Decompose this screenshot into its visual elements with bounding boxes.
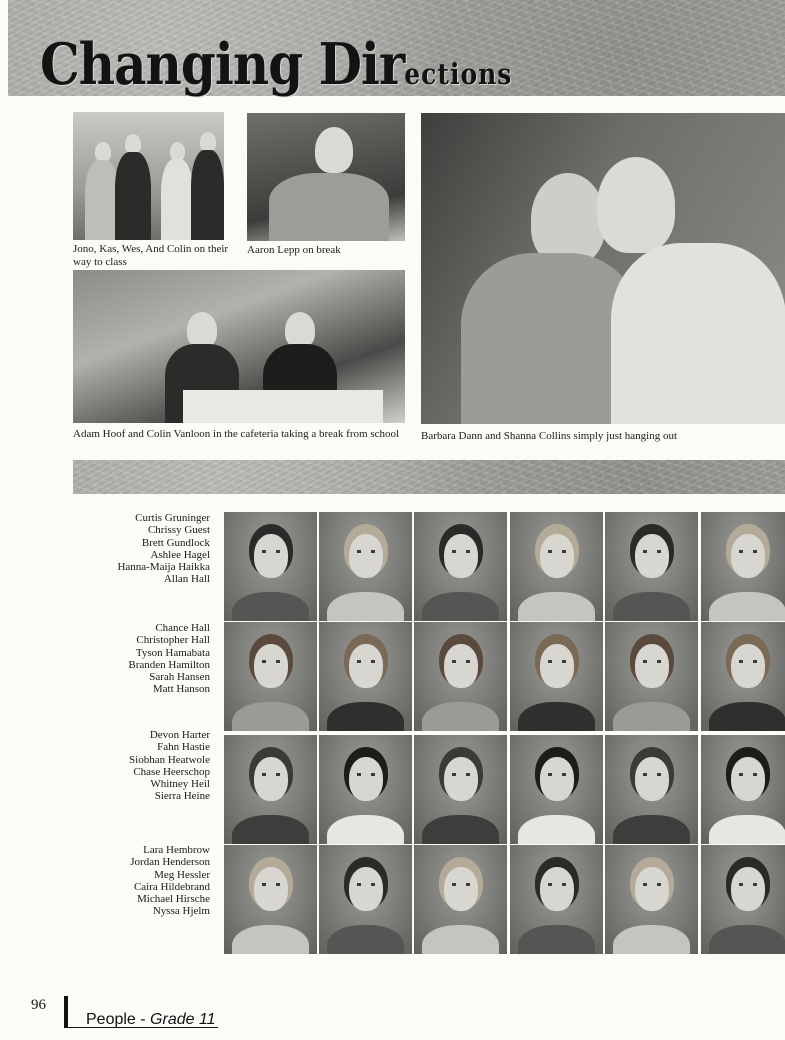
header-banner <box>8 0 785 96</box>
student-portrait <box>701 845 785 954</box>
student-name: Nyssa Hjelm <box>152 905 210 918</box>
student-portrait <box>605 512 698 621</box>
candid-photo-cafeteria <box>73 270 405 423</box>
student-name: Ashlee Hagel <box>150 548 210 561</box>
student-name: Matt Hanson <box>152 683 210 696</box>
photo-caption: Aaron Lepp on break <box>247 244 341 256</box>
student-name: Allan Hall <box>163 573 210 586</box>
section-label: People - Grade 11 <box>86 1011 216 1028</box>
page-title: Changing Directions <box>40 30 513 98</box>
candid-photo-students-walking <box>73 112 224 240</box>
student-name: Chase Heerschop <box>133 765 210 778</box>
student-portrait <box>605 735 698 844</box>
portrait-names-row-3 <box>70 729 210 803</box>
photo-caption: Adam Hoof and Colin Vanloon in the cafeteria taking a break from school <box>73 428 400 440</box>
portrait-names-row-2 <box>70 622 210 696</box>
student-portrait <box>510 622 603 731</box>
student-name: Sierra Heine <box>154 790 210 803</box>
page-number: 96 <box>31 997 46 1013</box>
student-name: Tyson Hamabata <box>135 646 210 659</box>
photo-caption: Barbara Dann and Shanna Collins simply just hanging out <box>421 430 678 442</box>
student-name: Lara Hembrow <box>143 844 210 856</box>
student-name: Sarah Hansen <box>149 671 210 684</box>
student-name: Michael Hirsche <box>137 893 210 906</box>
student-portrait <box>510 845 603 954</box>
student-name: Whitney Heil <box>150 778 210 791</box>
student-portrait <box>701 735 785 844</box>
candid-photo-aaron <box>247 113 405 241</box>
candid-photo-two-friends <box>421 113 785 424</box>
student-name: Christopher Hall <box>136 634 210 647</box>
footer-vertical-rule <box>64 996 68 1028</box>
student-portrait <box>319 845 412 954</box>
student-portrait <box>605 845 698 954</box>
student-portrait <box>319 735 412 844</box>
portrait-names-row-1 <box>70 512 210 586</box>
student-name: Curtis Gruninger <box>135 512 210 524</box>
student-portrait <box>510 735 603 844</box>
student-portrait <box>319 512 412 621</box>
student-portrait <box>224 622 317 731</box>
student-portrait <box>414 622 507 731</box>
portrait-names-row-4 <box>70 844 210 918</box>
student-portrait <box>701 512 785 621</box>
student-name: Chrissy Guest <box>147 524 210 537</box>
photo-caption: Jono, Kas, Wes, And Colin on their way to class <box>73 243 229 268</box>
student-name: Jordan Henderson <box>130 856 210 869</box>
student-portrait <box>224 845 317 954</box>
student-portrait <box>701 622 785 731</box>
student-portrait <box>414 735 507 844</box>
student-name: Caira Hildebrand <box>133 880 210 893</box>
student-portrait <box>224 512 317 621</box>
student-name: Hanna-Maija Haikka <box>117 561 210 574</box>
student-portrait <box>605 622 698 731</box>
student-name: Branden Hamilton <box>128 658 210 671</box>
student-portrait <box>510 512 603 621</box>
student-portrait <box>224 735 317 844</box>
student-portrait <box>319 622 412 731</box>
student-name: Brett Gundlock <box>141 536 210 549</box>
student-name: Fahn Hastie <box>157 741 210 754</box>
student-name: Siobhan Heatwole <box>129 753 210 766</box>
divider-band <box>73 460 785 494</box>
student-name: Devon Harter <box>149 729 210 741</box>
student-name: Meg Hessler <box>154 868 210 881</box>
student-portrait <box>414 845 507 954</box>
student-portrait <box>414 512 507 621</box>
student-name: Chance Hall <box>155 622 210 634</box>
